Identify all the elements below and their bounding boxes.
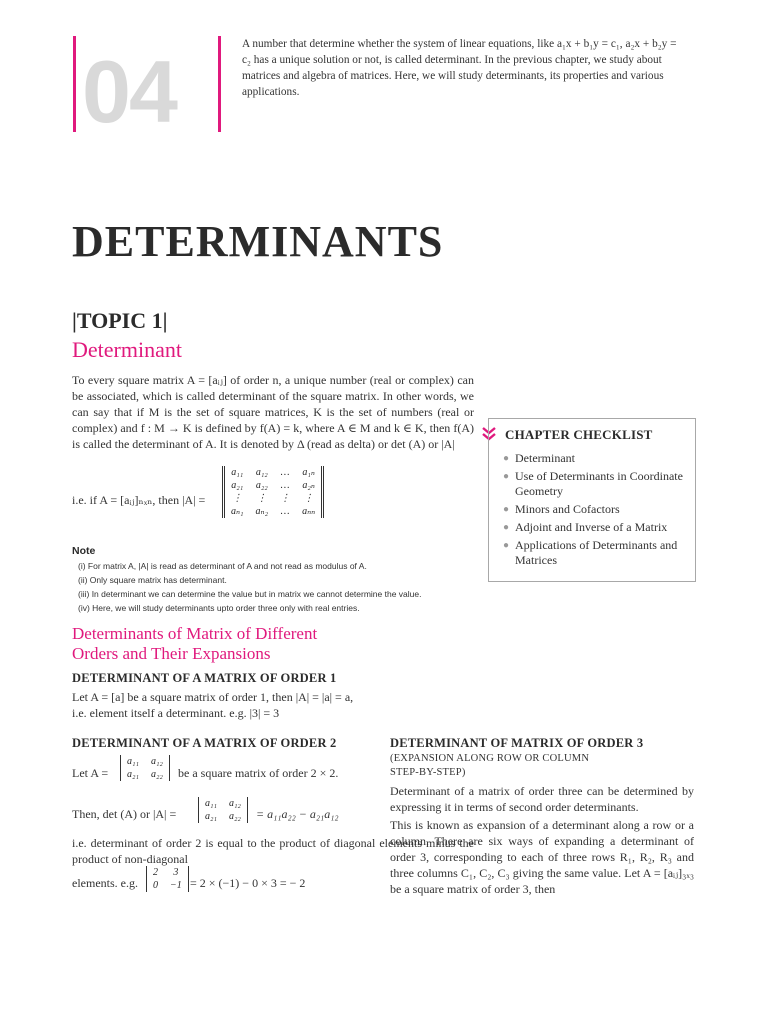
checklist-item	[503, 520, 689, 535]
checklist-item-label: Adjoint and Inverse of a Matrix	[515, 520, 668, 534]
bullet-icon: ●	[503, 522, 510, 533]
chapter-checklist	[488, 418, 696, 582]
order3-sub1: (EXPANSION ALONG ROW OR COLUMN	[390, 753, 590, 764]
chapter-number: 04	[82, 42, 176, 141]
matrix-cell: a₁₂	[150, 756, 163, 767]
matrix-cell: …	[280, 467, 290, 478]
order2-then-prefix: Then, det (A) or |A| =	[72, 807, 177, 821]
order2-eg-matrix	[146, 866, 189, 892]
order2-let-prefix: Let A =	[72, 766, 109, 780]
matrix-cell: 0	[153, 880, 158, 891]
matrix-cell: a₂₂	[255, 480, 268, 491]
definition-text: To every square matrix A = [aᵢⱼ] of order n, a unique number (real or complex) can be associated, which is called determinant of the square matrix. In other words, we can say that if M is the set of square matrices, K is the set of numbers (real or complex) and f : M → K is defined by f(A) = k, where A ∈ M and k ∈ K, then f(A) is called the determinant of A. It is denoted by Δ (read as delta) or det (A) or |A|	[72, 373, 474, 451]
matrix-cell: a₁ₙ	[302, 467, 315, 478]
matrix-cell: ⋮	[232, 493, 243, 504]
topic-name: Determinant	[72, 337, 182, 362]
checklist-title: CHAPTER CHECKLIST	[505, 427, 653, 442]
order2-eg-prefix: elements. e.g.	[72, 876, 138, 890]
note-item: (ii) Only square matrix has determinant.	[78, 575, 227, 585]
matrix-cell: 2	[153, 867, 158, 878]
order2-then-suffix: = a₁₁a₂₂ − a₂₁a₁₂	[256, 807, 339, 821]
order2-let-suffix: be a square matrix of order 2 × 2.	[178, 766, 339, 780]
definition-ie	[72, 466, 472, 534]
checklist-item	[503, 469, 689, 499]
bullet-icon: ●	[503, 471, 510, 482]
matrix-cell: a₁₂	[228, 798, 241, 809]
order3-para1: Determinant of a matrix of order three can be determined by expressing it in terms of second order determinants.	[390, 784, 694, 814]
matrix-cell: 3	[173, 867, 179, 878]
chapter-right-bar	[218, 36, 221, 132]
chapter-left-bar	[73, 36, 76, 132]
checklist-item-label: Minors and Cofactors	[515, 502, 620, 516]
matrix-cell: ⋮	[280, 493, 291, 504]
matrix-cell: a₁₁	[231, 467, 244, 478]
order1-heading: DETERMINANT OF A MATRIX OF ORDER 1	[72, 671, 337, 685]
section-title-line1: Determinants of Matrix of Different	[72, 624, 318, 643]
order1-line2: i.e. element itself a determinant. e.g. |3| = 3	[72, 706, 280, 720]
checklist-item	[503, 538, 689, 568]
matrix-cell: ⋮	[256, 493, 267, 504]
checklist-item-label: Use of Determinants in Coordinate Geometry	[515, 469, 683, 498]
order3-heading: DETERMINANT OF MATRIX OF ORDER 3	[390, 736, 644, 750]
checklist-item	[503, 451, 689, 466]
checklist-items	[503, 451, 689, 568]
definition-ie-text: i.e. if A = [aᵢⱼ]ₙₓₙ, then |A| =	[72, 493, 206, 507]
matrix-cell: aₙ₁	[231, 506, 244, 517]
matrix-cell: aₙₙ	[302, 506, 316, 517]
matrix-cell: a₁₂	[255, 467, 268, 478]
matrix-cell: a₂₁	[231, 480, 244, 491]
checklist-item-label: Determinant	[515, 451, 575, 465]
order2-explain: i.e. determinant of order 2 is equal to the product of diagonal elements minus the product of non-diagonal	[72, 836, 474, 866]
matrix-cell: a₂₂	[150, 769, 163, 780]
checklist-item	[503, 502, 689, 517]
note-list	[78, 559, 478, 615]
checklist-item-label: Applications of Determinants and Matrices	[515, 538, 678, 567]
note-item: (iv) Here, we will study determinants upto order three only with real entries.	[78, 603, 360, 613]
bullet-icon: ●	[503, 540, 510, 551]
matrix-cell: a₂₂	[228, 811, 241, 822]
order3-sub2: STEP-BY-STEP)	[390, 767, 466, 778]
note-item: (i) For matrix A, |A| is read as determinant of A and not read as modulus of A.	[78, 561, 367, 571]
order3-para2: This is known as expansion of a determinant along a row or a column. There are six ways of expanding a determinant of order 3, corresponding to each of three rows R₁, R₂, R₃ and three columns C₁, C₂, C₃ giving the same value. Let A = [aᵢⱼ]₃ₓ₃ be a square matrix of order 3, then	[390, 818, 694, 896]
order2-eg-suffix: = 2 × (−1) − 0 × 3 = − 2	[190, 876, 306, 890]
order2-matrix	[120, 755, 170, 781]
matrix-cell: −1	[170, 880, 182, 891]
section-title	[72, 624, 317, 664]
matrix-cell: aₙ₂	[255, 506, 269, 517]
matrix-cell: a₂ₙ	[302, 480, 315, 491]
matrix-cell: ⋮	[303, 493, 314, 504]
note-item: (iii) In determinant we can determine the value but in matrix we cannot determine the value.	[78, 589, 422, 599]
matrix-cell: a₁₁	[127, 756, 139, 767]
bullet-icon: ●	[503, 453, 510, 464]
order2-heading: DETERMINANT OF A MATRIX OF ORDER 2	[72, 736, 337, 750]
matrix-cell: …	[280, 480, 290, 491]
matrix-cell: a₁₁	[205, 798, 217, 809]
chapter-title: DETERMINANTS	[72, 217, 444, 266]
matrix-cell: …	[280, 506, 290, 517]
chapter-intro: A number that determine whether the system of linear equations, like a₁x + b₁y = c₁, a₂x + b₂y = c₂ has a unique solution or not, is called determinant. In the previous chapter, we study about matrices and algebra of matrices. Here, we will study determinants, its properties and various applications.	[242, 38, 677, 98]
definition-matrix	[222, 466, 324, 518]
topic-label: |TOPIC 1|	[72, 308, 168, 333]
bullet-icon: ●	[503, 504, 510, 515]
order2-then-matrix	[198, 797, 248, 823]
order1-line1: Let A = [a] be a square matrix of order 1, then |A| = |a| = a,	[72, 690, 354, 704]
matrix-cell: a₂₁	[205, 811, 217, 822]
matrix-cell: a₂₁	[127, 769, 139, 780]
note-heading: Note	[72, 545, 96, 557]
section-title-line2: Orders and Their Expansions	[72, 644, 271, 663]
